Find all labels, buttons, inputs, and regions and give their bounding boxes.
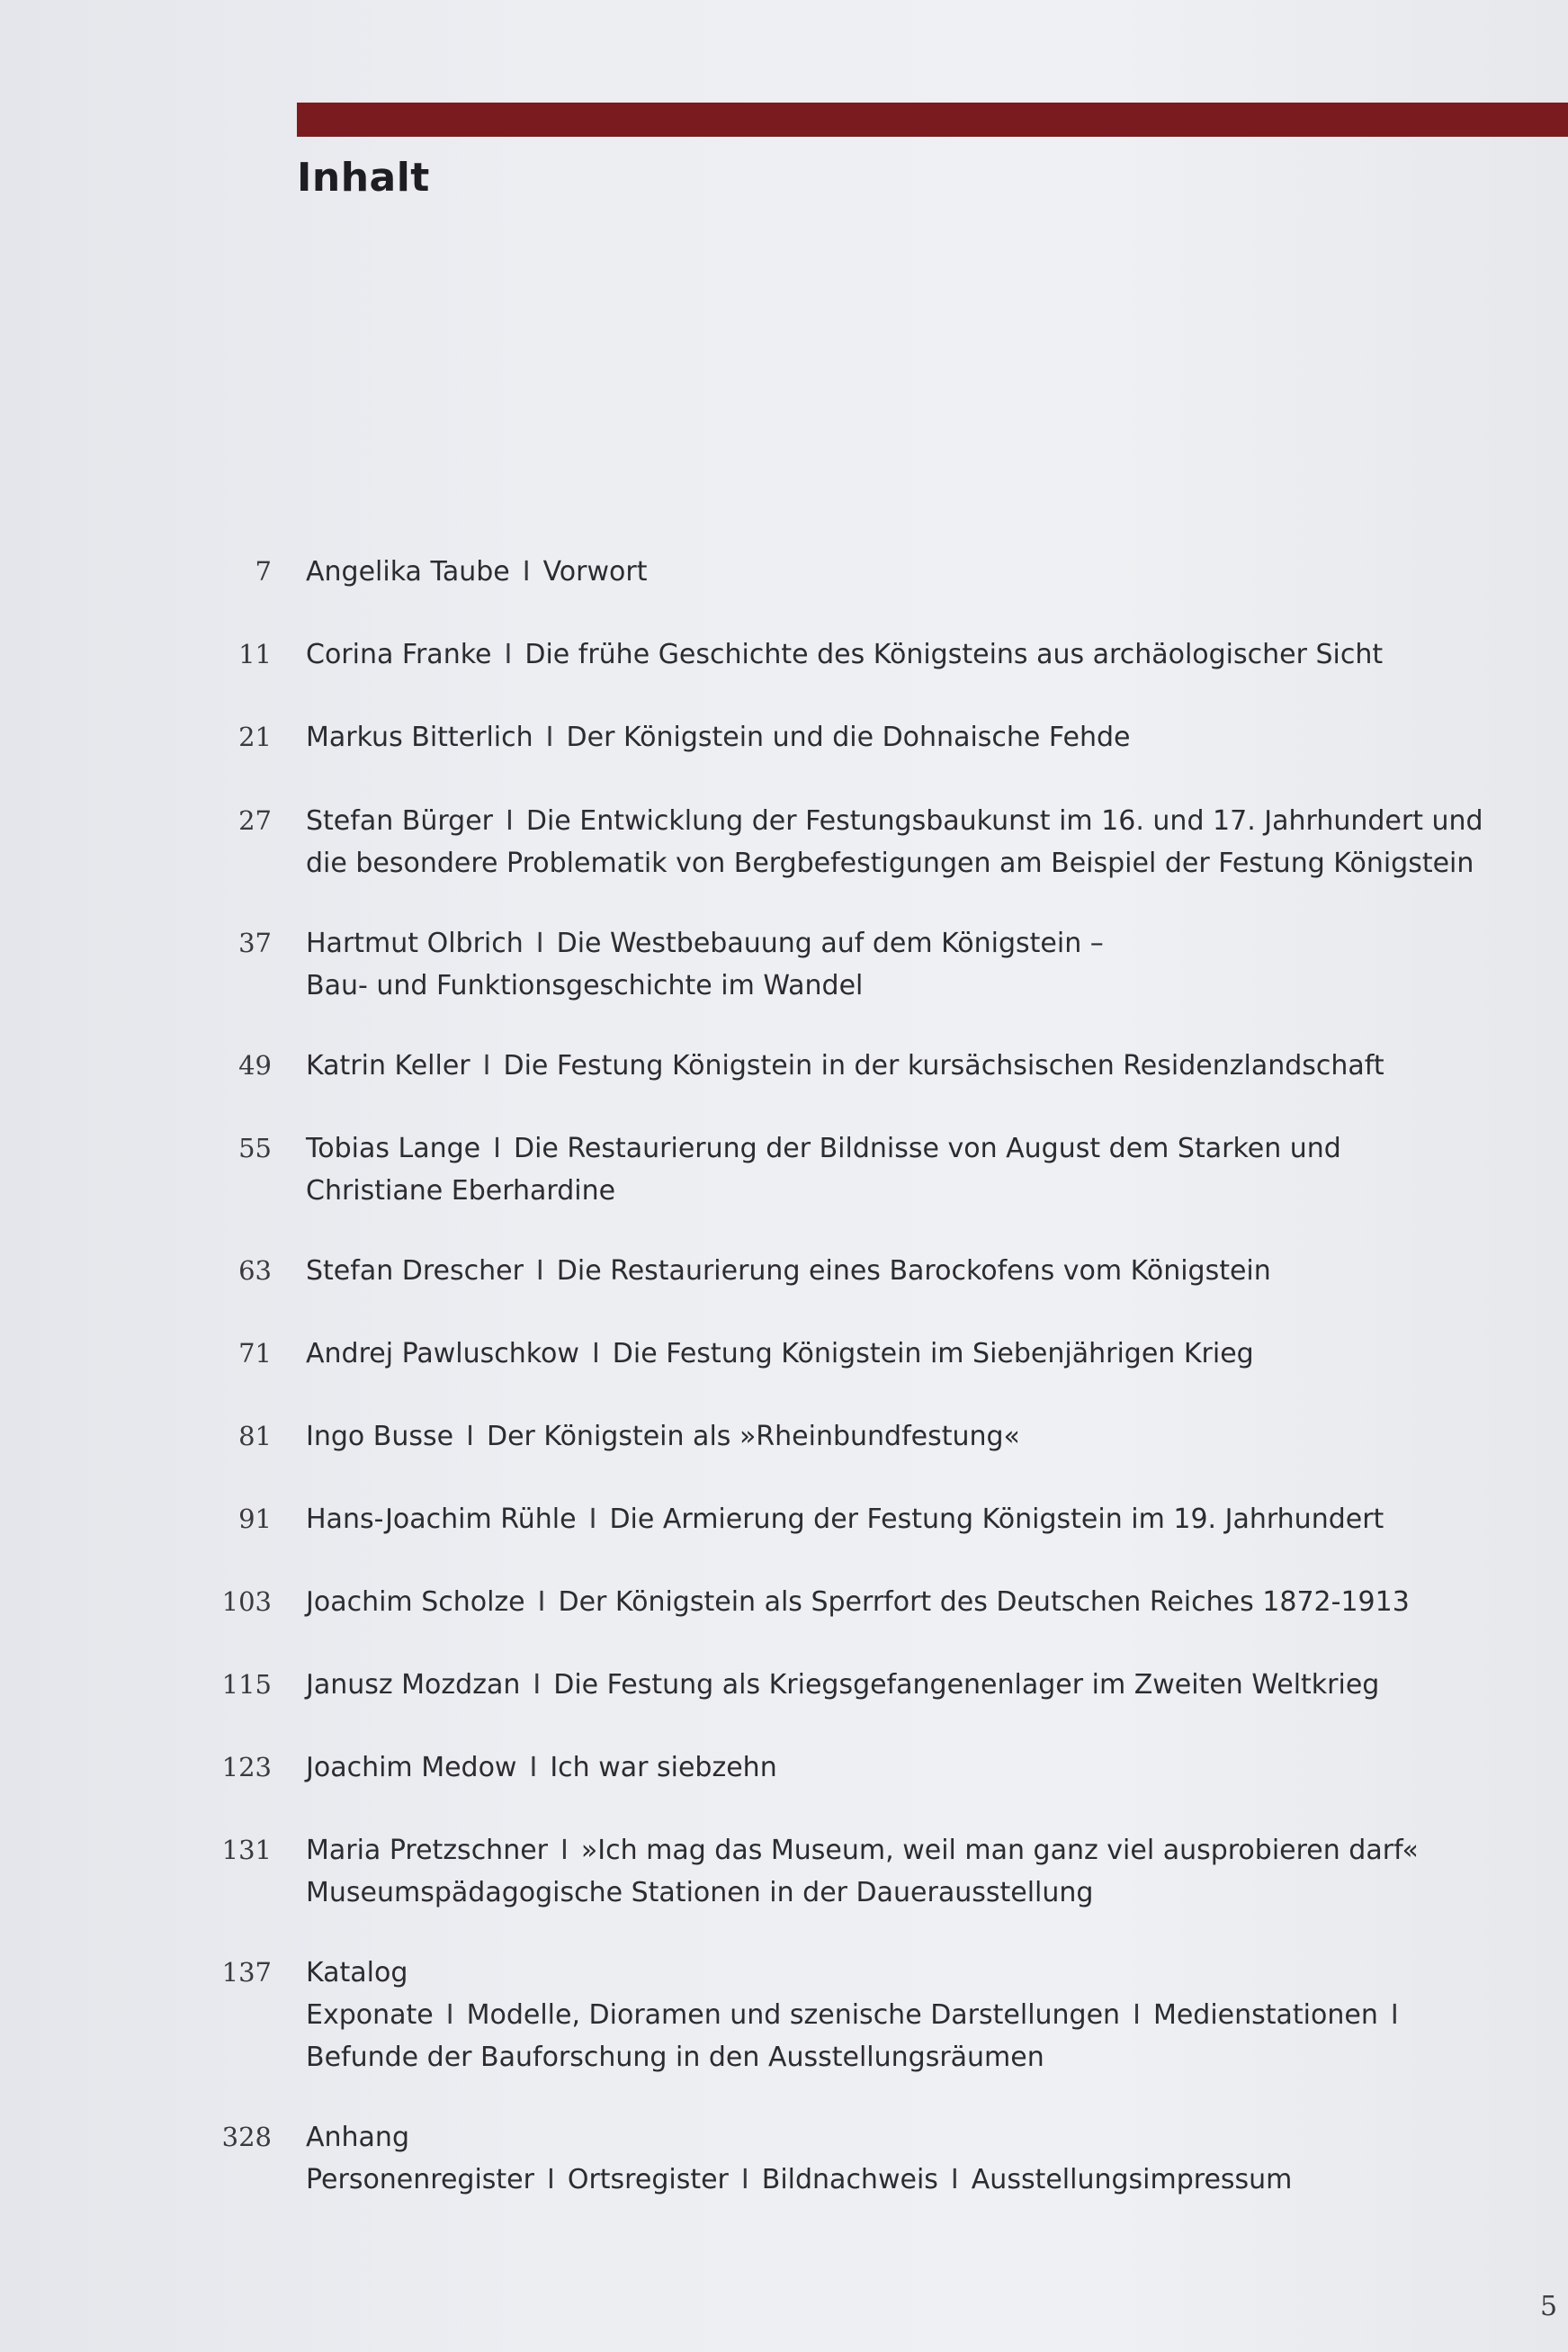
toc-entry — [207, 1664, 1547, 1706]
toc-section-item: Exponate — [306, 1999, 434, 2031]
toc-first-line — [306, 1127, 1547, 1170]
toc-page-number: 328 — [221, 2122, 272, 2152]
toc-author: Hartmut Olbrich — [306, 928, 524, 959]
toc-author: Tobias Lange — [306, 1133, 481, 1164]
toc-first-line — [306, 1415, 1547, 1458]
separator: I — [493, 1133, 501, 1164]
separator: I — [1133, 1999, 1141, 2031]
page-title: Inhalt — [297, 155, 430, 201]
toc-title: Der Königstein als »Rheinbundfestung« — [486, 1421, 1020, 1452]
toc-author: Stefan Bürger — [306, 805, 493, 837]
toc-entry — [207, 2116, 1547, 2201]
toc-entry — [207, 922, 1547, 1007]
toc-first-line — [306, 1746, 1547, 1789]
toc-section-item: Ortsregister — [567, 2164, 729, 2195]
toc-author: Joachim Scholze — [306, 1586, 525, 1618]
toc-author: Joachim Medow — [306, 1752, 517, 1783]
toc-page-number: 137 — [221, 1957, 272, 1988]
separator: I — [740, 2164, 749, 2195]
toc-page-number: 63 — [238, 1255, 272, 1286]
toc-title-continuation: Museumspädagogische Stationen in der Dauerausstellung — [306, 1877, 1094, 1908]
toc-page-number: 55 — [238, 1133, 272, 1163]
toc-first-line — [306, 1250, 1547, 1292]
toc-section-items — [306, 2159, 1547, 2201]
toc-section-title: Anhang — [306, 2122, 409, 2153]
toc-entry — [207, 800, 1547, 884]
toc-author: Markus Bitterlich — [306, 722, 533, 753]
toc-entry — [207, 1333, 1547, 1375]
toc-title: Die Restaurierung eines Barockofens vom Königstein — [556, 1255, 1271, 1287]
toc-title: Vorwort — [542, 556, 648, 588]
toc-first-line — [306, 551, 1547, 593]
toc-entry — [207, 1127, 1547, 1212]
separator: I — [1390, 1999, 1399, 2031]
separator: I — [560, 1835, 569, 1866]
toc-page-number: 11 — [238, 639, 272, 669]
toc-first-line — [306, 633, 1547, 676]
toc-first-line — [306, 1333, 1547, 1375]
toc-entry — [207, 1415, 1547, 1458]
toc-entry — [207, 1746, 1547, 1789]
separator: I — [537, 1586, 546, 1618]
toc-title: Die frühe Geschichte des Königsteins aus archäologischer Sicht — [524, 639, 1384, 670]
toc-first-line — [306, 1581, 1547, 1623]
toc-title-continuation: die besondere Problematik von Bergbefestigungen am Beispiel der Festung Königstein — [306, 848, 1474, 879]
toc-page-number: 27 — [238, 805, 272, 836]
separator: I — [545, 722, 554, 753]
toc-section-items — [306, 1994, 1547, 2036]
toc-author: Maria Pretzschner — [306, 1835, 549, 1866]
toc-section-item: Medienstationen — [1152, 1999, 1378, 2031]
toc-page-number: 49 — [238, 1050, 272, 1081]
toc-page-number: 103 — [221, 1586, 272, 1617]
toc-author: Hans-Joachim Rühle — [306, 1504, 577, 1535]
separator: I — [546, 2164, 555, 2195]
toc-title: Die Entwicklung der Festungsbaukunst im 16. und 17. Jahrhundert und — [525, 805, 1483, 837]
toc-title: Die Festung Königstein im Siebenjährigen Krieg — [612, 1338, 1254, 1369]
toc-section-item: Personenregister — [306, 2164, 534, 2195]
toc-section-item: Bildnachweis — [761, 2164, 938, 2195]
separator: I — [535, 928, 544, 959]
toc-page-number: 71 — [238, 1338, 272, 1369]
toc-title: Ich war siebzehn — [550, 1752, 777, 1783]
toc-page-number: 123 — [221, 1752, 272, 1782]
toc-entry — [207, 551, 1547, 593]
toc-page-number: 81 — [238, 1421, 272, 1451]
toc-entry — [207, 1045, 1547, 1087]
toc-page-number: 7 — [255, 556, 272, 587]
toc-entry — [207, 1952, 1547, 2078]
toc-entry — [207, 716, 1547, 759]
page-number: 5 — [1540, 2291, 1558, 2322]
toc-author: Janusz Mozdzan — [306, 1669, 521, 1701]
separator: I — [466, 1421, 474, 1452]
toc-first-line — [306, 1045, 1547, 1087]
separator: I — [533, 1669, 542, 1701]
separator: I — [482, 1050, 491, 1082]
separator: I — [445, 1999, 454, 2031]
toc-author: Corina Franke — [306, 639, 492, 670]
toc-title: Die Festung Königstein in der kursächsischen Residenzlandschaft — [503, 1050, 1384, 1082]
toc-author: Angelika Taube — [306, 556, 510, 588]
toc-entry — [207, 633, 1547, 676]
toc-first-line — [306, 922, 1547, 965]
toc-section-item: Befunde der Bauforschung in den Ausstellungsräumen — [306, 2042, 1044, 2073]
separator: I — [506, 805, 514, 837]
separator: I — [588, 1504, 597, 1535]
toc-author: Andrej Pawluschkow — [306, 1338, 579, 1369]
toc-author: Katrin Keller — [306, 1050, 470, 1082]
toc-entry — [207, 1581, 1547, 1623]
toc-page-number: 37 — [238, 928, 272, 958]
toc-entry — [207, 1250, 1547, 1292]
table-of-contents — [207, 551, 1483, 2224]
separator: I — [529, 1752, 538, 1783]
toc-page-number: 21 — [238, 722, 272, 752]
toc-entry — [207, 1829, 1547, 1914]
toc-first-line — [306, 1829, 1547, 1872]
toc-section-item: Modelle, Dioramen und szenische Darstellungen — [466, 1999, 1121, 2031]
toc-title: Der Königstein als Sperrfort des Deutschen Reiches 1872-1913 — [558, 1586, 1410, 1618]
toc-first-line — [306, 716, 1547, 759]
toc-title: Die Restaurierung der Bildnisse von August dem Starken und — [513, 1133, 1341, 1164]
toc-page-number: 91 — [238, 1504, 272, 1534]
toc-entry — [207, 1498, 1547, 1540]
toc-title: Die Festung als Kriegsgefangenenlager im Zweiten Weltkrieg — [553, 1669, 1380, 1701]
toc-title-continuation: Bau- und Funktionsgeschichte im Wandel — [306, 970, 864, 1001]
toc-title: »Ich mag das Museum, weil man ganz viel ausprobieren darf« — [580, 1835, 1419, 1866]
toc-page-number: 131 — [221, 1835, 272, 1865]
separator: I — [504, 639, 513, 670]
toc-title: Der Königstein und die Dohnaische Fehde — [566, 722, 1131, 753]
separator: I — [591, 1338, 600, 1369]
toc-title: Die Armierung der Festung Königstein im 19. Jahrhundert — [609, 1504, 1384, 1535]
toc-first-line — [306, 1664, 1547, 1706]
toc-author: Ingo Busse — [306, 1421, 454, 1452]
toc-page-number: 115 — [221, 1669, 272, 1700]
toc-first-line — [306, 1498, 1547, 1540]
separator: I — [522, 556, 531, 588]
toc-title: Die Westbebauung auf dem Königstein – — [556, 928, 1104, 959]
toc-section-item: Ausstellungsimpressum — [971, 2164, 1293, 2195]
accent-bar — [297, 103, 1568, 137]
toc-author: Stefan Drescher — [306, 1255, 524, 1287]
separator: I — [950, 2164, 959, 2195]
toc-first-line — [306, 800, 1547, 842]
separator: I — [535, 1255, 544, 1287]
toc-title-continuation: Christiane Eberhardine — [306, 1175, 616, 1207]
toc-section-title: Katalog — [306, 1957, 408, 1988]
